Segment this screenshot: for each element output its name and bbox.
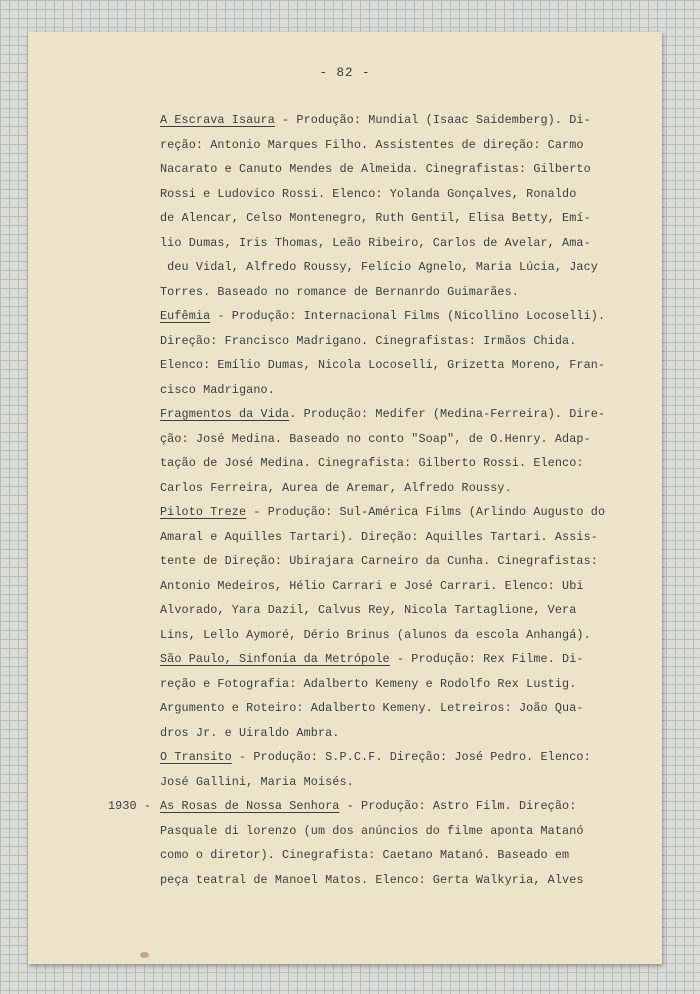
line-text: tente de Direção: Ubirajara Carneiro da Cunha. Cinegrafistas: xyxy=(160,554,598,568)
text-line xyxy=(160,133,640,158)
line-text: Rossi e Ludovico Rossi. Elenco: Yolanda Gonçalves, Ronaldo xyxy=(160,186,577,201)
text-line xyxy=(160,329,640,354)
film-title: São Paulo, Sinfonia da Metrópole xyxy=(160,652,390,666)
text-line xyxy=(160,304,640,329)
text-line xyxy=(160,206,640,231)
line-text: - Produção: Rex Filme. Di- xyxy=(389,652,584,666)
filmography-text xyxy=(108,108,640,892)
line-text: peça teatral de Manoel Matos. Elenco: Gerta Walkyria, Alves xyxy=(160,872,584,887)
line-text: como o diretor). Cinegrafista: Caetano Matanó. Baseado em xyxy=(160,848,570,862)
text-line xyxy=(160,819,640,844)
paper-stain xyxy=(140,952,149,958)
text-line xyxy=(160,108,640,133)
text-line xyxy=(160,255,640,280)
line-text: - Produção: Mundial (Isaac Saidemberg). Di- xyxy=(274,113,591,127)
film-title: Eufêmia xyxy=(160,309,211,323)
film-title: Fragmentos da Vida xyxy=(160,407,290,421)
line-text: - Produção: Internacional Films (Nicollino Locoselli). xyxy=(210,309,606,323)
line-text: deu Vidal, Alfredo Roussy, Felício Agnelo, Maria Lúcia, Jacy xyxy=(160,260,598,274)
film-title: As Rosas de Nossa Senhora xyxy=(160,799,340,813)
line-text: ção: José Medina. Baseado no conto "Soap", de O.Henry. Adap- xyxy=(160,431,591,446)
text-line xyxy=(160,745,640,770)
film-title: A Escrava Isaura xyxy=(160,113,275,127)
line-text: Argumento e Roteiro: Adalberto Kemeny. Letreiros: João Qua- xyxy=(160,701,584,715)
line-text: de Alencar, Celso Montenegro, Ruth Gentil, Elisa Betty, Emí- xyxy=(160,211,591,225)
line-text: - Produção: S.P.C.F. Direção: José Pedro. Elenco: xyxy=(231,750,591,764)
line-text: Lins, Lello Aymoré, Dério Brinus (alunos da escola Anhangá). xyxy=(160,627,591,642)
line-text: Nacarato e Canuto Mendes de Almeida. Cinegrafistas: Gilberto xyxy=(160,162,591,176)
text-line xyxy=(160,598,640,623)
line-text: Torres. Baseado no romance de Bernanrdo Guimarães. xyxy=(160,284,519,299)
text-line xyxy=(160,451,640,476)
line-text: Pasquale di lorenzo (um dos anúncios do filme aponta Matanó xyxy=(160,823,584,838)
line-text: Antonio Medeiros, Hélio Carrari e José Carrari. Elenco: Ubi xyxy=(160,578,584,593)
text-line xyxy=(160,280,640,305)
text-line xyxy=(160,672,640,697)
typed-page xyxy=(28,32,662,964)
line-text: reção e Fotografia: Adalberto Kemeny e Rodolfo Rex Lustig. xyxy=(160,676,577,691)
text-line xyxy=(160,353,640,378)
text-line xyxy=(160,549,640,574)
text-line xyxy=(160,843,640,868)
text-line xyxy=(160,574,640,599)
line-text: Elenco: Emílio Dumas, Nicola Locoselli, Grizetta Moreno, Fran- xyxy=(160,358,606,372)
film-title: O Transito xyxy=(160,750,232,764)
line-text: tação de José Medina. Cinegrafista: Gilberto Rossi. Elenco: xyxy=(160,456,584,470)
text-line xyxy=(160,868,640,893)
line-text: dros Jr. e Uiraldo Ambra. xyxy=(160,725,340,740)
film-title: Piloto Treze xyxy=(160,505,247,519)
line-text: - Produção: Sul-América Films (Arlindo Augusto do xyxy=(246,505,606,519)
text-line xyxy=(160,623,640,648)
line-text: Amaral e Aquilles Tartari). Direção: Aquilles Tartari. Assis- xyxy=(160,529,598,544)
line-text: lio Dumas, Iris Thomas, Leão Ribeiro, Carlos de Avelar, Ama- xyxy=(160,235,591,250)
text-line xyxy=(108,794,640,819)
line-text: reção: Antonio Marques Filho. Assistentes de direção: Carmo xyxy=(160,137,584,152)
line-text: Direção: Francisco Madrigano. Cinegrafistas: Irmãos Chida. xyxy=(160,333,577,348)
text-line xyxy=(160,525,640,550)
text-line xyxy=(160,770,640,795)
text-line xyxy=(160,182,640,207)
line-text: Carlos Ferreira, Aurea de Aremar, Alfredo Roussy. xyxy=(160,480,512,495)
text-line xyxy=(160,721,640,746)
line-text: . Produção: Medifer (Medina-Ferreira). Dire- xyxy=(289,407,606,421)
text-line xyxy=(160,500,640,525)
text-line xyxy=(160,378,640,403)
text-line xyxy=(160,696,640,721)
line-text: cisco Madrigano. xyxy=(160,382,275,397)
line-text: - Produção: Astro Film. Direção: xyxy=(339,799,577,813)
text-line xyxy=(160,427,640,452)
text-line xyxy=(160,647,640,672)
text-line xyxy=(160,402,640,427)
page-number: - 82 - xyxy=(319,66,371,80)
line-text: José Gallini, Maria Moisés. xyxy=(160,774,354,789)
line-text: Alvorado, Yara Dazil, Calvus Rey, Nicola Tartaglione, Vera xyxy=(160,603,577,617)
entry-year: 1930 - xyxy=(108,799,152,813)
text-line xyxy=(160,231,640,256)
text-line xyxy=(160,157,640,182)
text-line xyxy=(160,476,640,501)
